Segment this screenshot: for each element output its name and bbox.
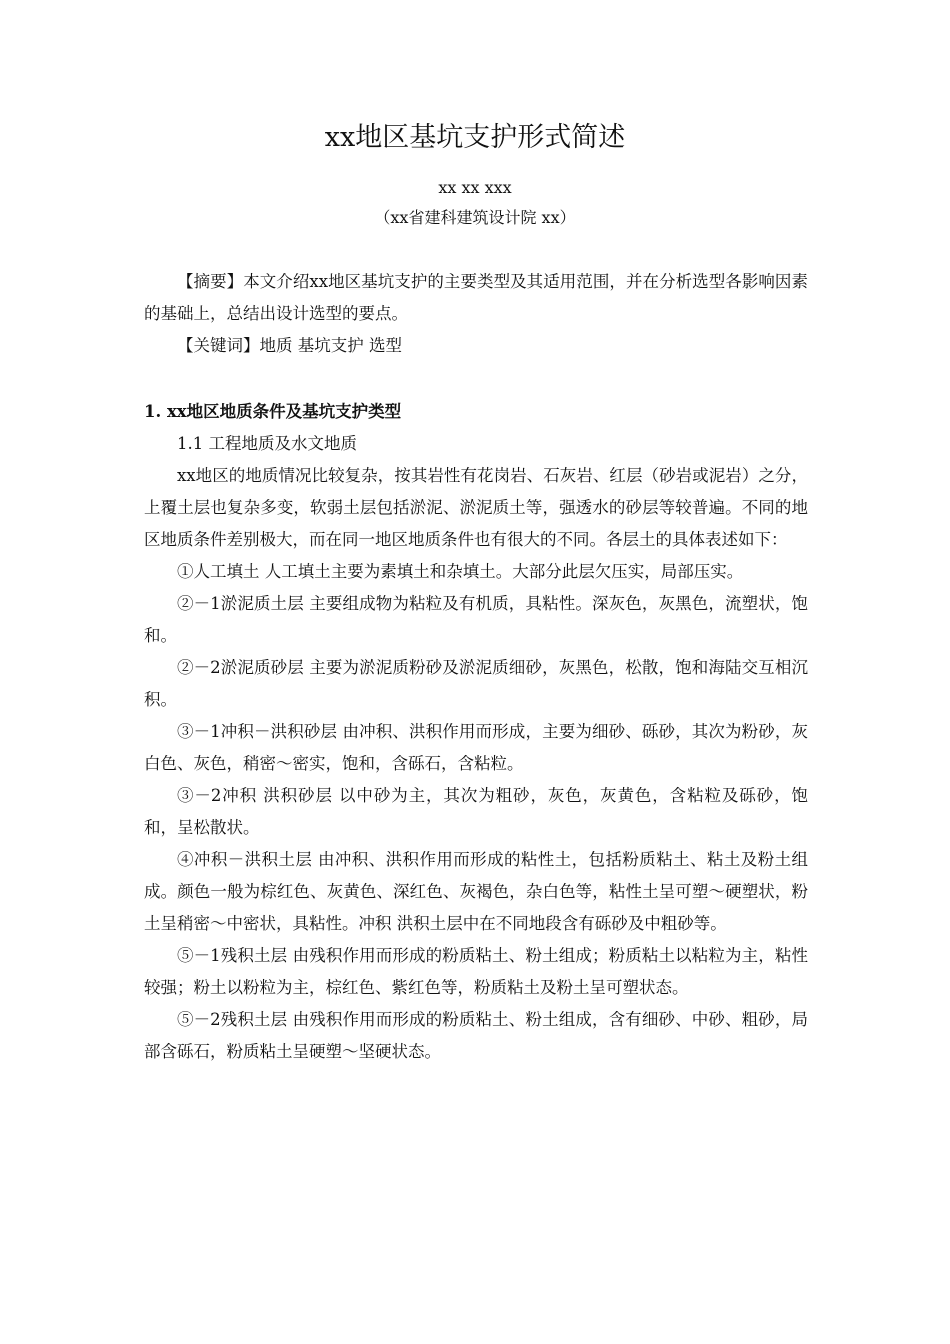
body-paragraph: ⑤－2残积土层 由残积作用而形成的粉质粘土、粉土组成，含有细砂、中砂、粗砂，局部含砾石，粉质粘土呈硬塑～坚硬状态。 [144,1010,808,1061]
subsection-heading: 1.1 工程地质及水文地质 [177,434,357,453]
keywords-paragraph: 【关键词】地质 基坑支护 选型 [177,336,402,355]
abstract-block [144,266,808,362]
section-heading: 1. xx地区地质条件及基坑支护类型 [144,402,402,421]
body-paragraph: ②－1淤泥质土层 主要组成物为粘粒及有机质，具粘性。深灰色，灰黑色，流塑状，饱和。 [144,594,808,645]
author-line: xx xx xxx [438,178,512,197]
body-paragraph: ②－2淤泥质砂层 主要为淤泥质粉砂及淤泥质细砂，灰黑色，松散，饱和海陆交互相沉积。 [144,658,808,709]
body-paragraph: ④冲积－洪积土层 由冲积、洪积作用而形成的粘性土，包括粉质粘土、粘土及粉土组成。颜色一般为棕红色、灰黄色、深红色、灰褐色，杂白色等，粘性土呈可塑～硬塑状，粉土呈稍密～中密状，具粘性。冲积 洪积土层中在不同地段含有砾砂及中粗砂等。 [144,850,808,933]
body-paragraph: xx地区的地质情况比较复杂，按其岩性有花岗岩、石灰岩、红层（砂岩或泥岩）之分，上覆土层也复杂多变，软弱土层包括淤泥、淤泥质土等，强透水的砂层等较普遍。不同的地区地质条件差别极大，而在同一地区地质条件也有很大的不同。各层土的具体表述如下： [144,466,808,549]
body-paragraph: ③－2冲积 洪积砂层 以中砂为主，其次为粗砂，灰色，灰黄色，含粘粒及砾砂，饱和，呈松散状。 [144,786,808,837]
body-paragraph: ⑤－1残积土层 由残积作用而形成的粉质粘土、粉土组成；粉质粘土以粘粒为主，粘性较强；粉土以粉粒为主，棕红色、紫红色等，粉质粘土及粉土呈可塑状态。 [144,946,808,997]
affiliation-line: （xx省建科建筑设计院 xx） [374,208,576,227]
abstract-paragraph: 【摘要】本文介绍xx地区基坑支护的主要类型及其适用范围，并在分析选型各影响因素的基础上，总结出设计选型的要点。 [144,272,808,323]
body-paragraph: ③－1冲积－洪积砂层 由冲积、洪积作用而形成，主要为细砂、砾砂，其次为粉砂，灰白色、灰色，稍密～密实，饱和，含砾石，含粘粒。 [144,722,808,773]
document-title: xx地区基坑支护形式简述 [324,122,626,153]
body-paragraph: ①人工填土 人工填土主要为素填土和杂填土。大部分此层欠压实，局部压实。 [177,562,744,581]
section-1 [144,396,808,1068]
